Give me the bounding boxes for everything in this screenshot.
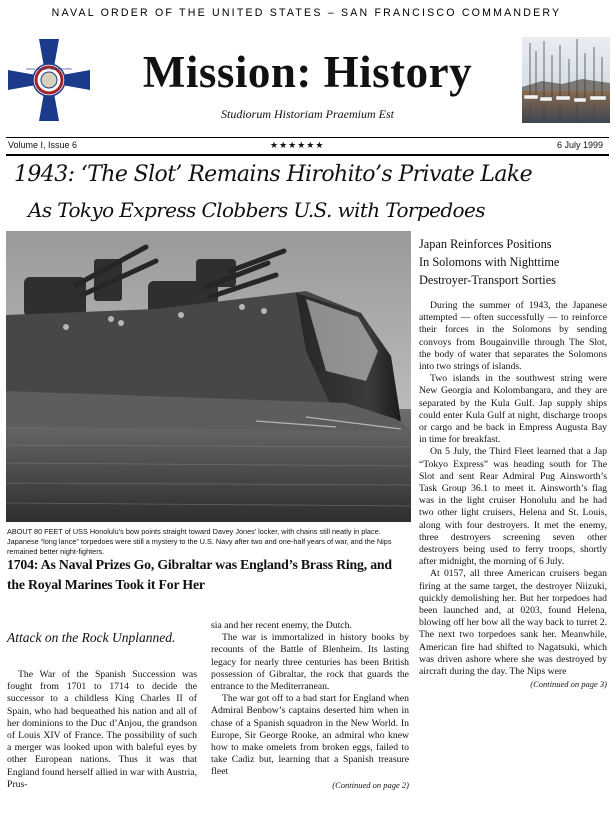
lead-subhead (419, 235, 609, 289)
naval-order-logo (6, 37, 92, 123)
lead-column (419, 300, 607, 691)
lead-headline-line2: As Tokyo Express Clobbers U.S. with Torpedoes (28, 198, 485, 222)
motto: Studiorum Historiam Praemium Est (220, 107, 394, 121)
uss-honolulu-bow-photo (6, 231, 411, 522)
harbor-photo (522, 37, 610, 123)
gibraltar-continued: (Continued on page 2) (332, 779, 409, 790)
lead-paragraph: During the summer of 1943, the Japanese attempted — often successfully — to reinforce their forces in the Solomons by sending convoys from Bougainville through The Slot, the body of water that separates the Solomons into two strings of islands. (419, 300, 607, 373)
volume-issue: Volume I, Issue 6 (8, 140, 78, 150)
lead-subhead-line: In Solomons with Nighttime (419, 255, 560, 269)
lead-subhead-line: Japan Reinforces Positions (419, 237, 552, 251)
gibraltar-paragraph: The war is immortalized in history books by recounts of the Battle of Blenheim. Its lasting legacy for nearly three centuries has been British possession of Gibraltar, the rock that guards the entrance to the Mediterranean. (211, 632, 409, 693)
issue-date: 6 July 1999 (556, 140, 603, 150)
logo-text: NAVAL ORDER UNITED STATES (26, 67, 72, 71)
lead-subhead-line: Destroyer-Transport Sorties (419, 273, 556, 287)
lead-paragraph: On 5 July, the Third Fleet learned that a Jap “Tokyo Express” was heading south for The Slot and sent Rear Admiral Pug Ainsworth’s Task Group 36.1 to meet it. Ainsworth’s flag was in the light cruiser Honolulu and he had two other light cruisers, Helena and St. Louis, along with four destroyers. It met the enemy, three destroyers screening seven other destroyers being used to ferry troops, shortly after midnight, the morning of 6 July. (419, 446, 607, 568)
gibraltar-kicker: Attack on the Rock Unplanned. (7, 630, 176, 645)
gibraltar-headline: 1704: As Naval Prizes Go, Gibraltar was England’s Brass Ring, and the Royal Marines Took it For Her (7, 557, 392, 592)
lead-continued: (Continued on page 3) (530, 679, 607, 690)
gibraltar-paragraph: The War of the Spanish Succession was fought from 1701 to 1714 to decide the successor to a childless King Charles II of Spain, who had bequeathed his nation and all of her dominions to the Duc d’Anjou, the grandson of Louis XIV of France. The possibility of such a merger was looked upon with baleful eyes by other European nations. Thus it was that England found herself allied in war with Austria, Prus- (7, 669, 197, 790)
gibraltar-column-2 (211, 620, 409, 791)
photo-caption: ABOUT 80 FEET of USS Honolulu’s bow points straight toward Davey Jones’ locker, with chains still neatly in place. Japanese “long lance” torpedoes were still a mystery to the U.S. Navy after two and one-half years of war, and the Nips remained better night-fighters. (7, 527, 392, 556)
rule-bottom (6, 154, 609, 156)
lead-headline-line1: 1943: ‘The Slot’ Remains Hirohito’s Private Lake (14, 162, 533, 187)
gibraltar-paragraph: The war got off to a bad start for England when Admiral Benbow’s captains deserted him when in chase of a Spanish squadron in the New World. In Europe, Sir George Rooke, an admiral who knew how to make omelets from broken eggs, failed to take Cadiz but, learning that a Spanish treasure fleet (211, 693, 409, 778)
organization-line: NAVAL ORDER OF THE UNITED STATES – SAN FRANCISCO COMMANDERY (51, 7, 562, 19)
lead-paragraph: Two islands in the southwest string were New Georgia and Kolombangara, and they are separated by the Kula Gulf. Jap supply ships could enter Kula Gulf at night, discharge troops or cargo and be back in Empress Augusta Bay in time for breakfast. (419, 373, 607, 446)
stars-divider: ★★★★★★ (270, 140, 325, 150)
issue-bar (8, 139, 605, 153)
rule-top (6, 137, 609, 138)
lead-paragraph: At 0157, all three American cruisers began firing at the same target, the destroyer Niizuki, quickly demolishing her. But her torpedoes had been launched and, at 0203, found Helena, blowing off her bow all the way back to turret 2. The next two torpedoes sank her. Meanwhile, American fire had shifted to Nagatsuki, which was driven ashore where she was destroyed by aircraft during the day. The Nips were (419, 568, 607, 678)
newsletter-title: Mission: History (142, 47, 473, 97)
gibraltar-paragraph: sia and her recent enemy, the Dutch. (211, 620, 352, 631)
gibraltar-column-1 (7, 669, 197, 791)
